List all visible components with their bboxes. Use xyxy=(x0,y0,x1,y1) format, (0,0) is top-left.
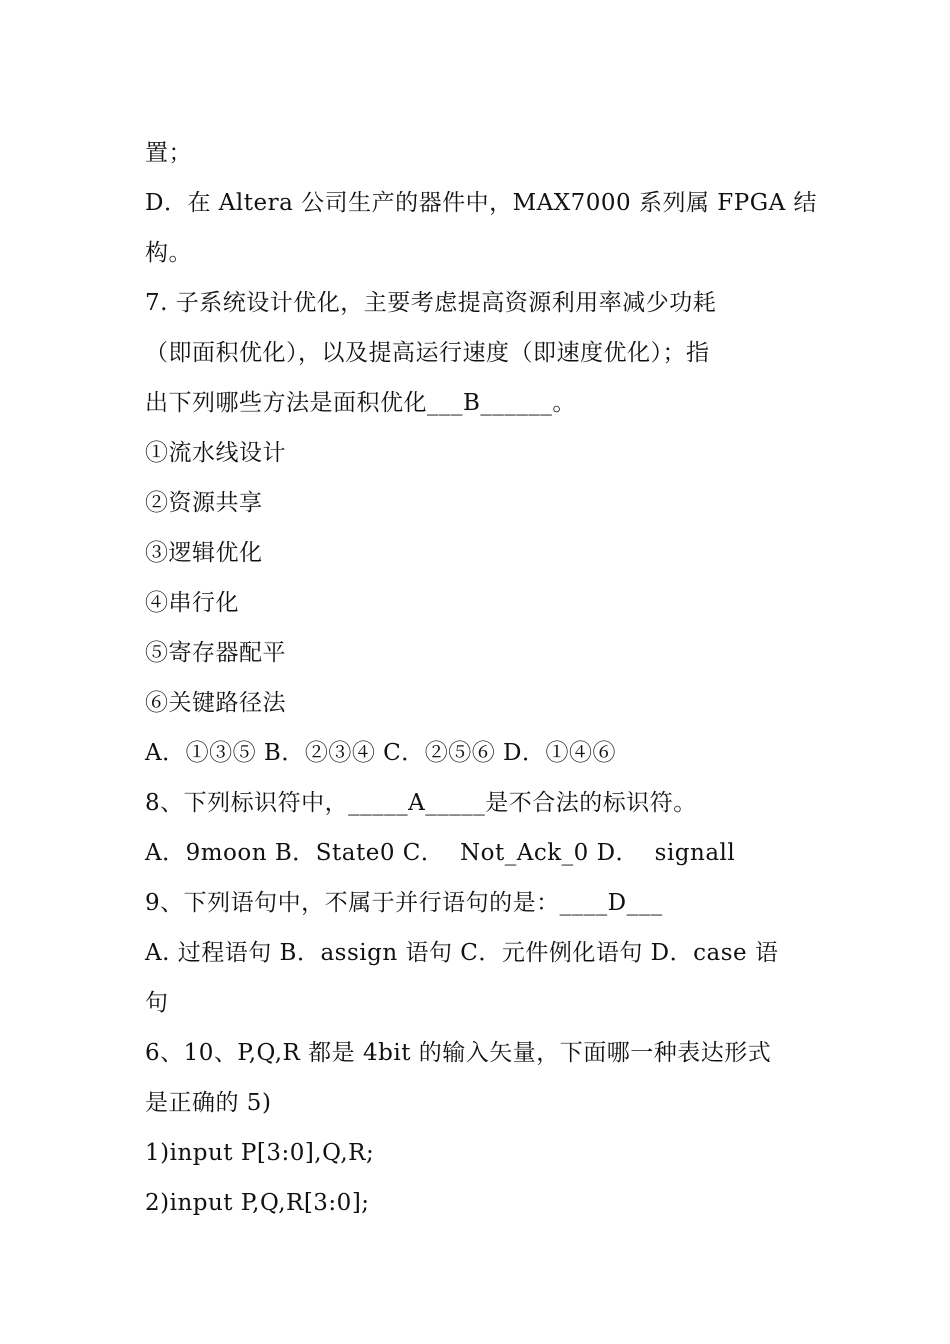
list-item: ④串行化 xyxy=(145,590,239,616)
answer-options: A. 过程语句 B．assign 语句 C．元件例化语句 D．case 语 xyxy=(145,940,779,966)
list-item: ⑤寄存器配平 xyxy=(145,640,286,666)
text-line: 是正确的 5) xyxy=(145,1090,272,1116)
text-line: （即面积优化），以及提高运行速度（即速度优化）；指 xyxy=(145,340,710,366)
list-item: ①流水线设计 xyxy=(145,440,286,466)
question-9-stem: 9、下列语句中，不属于并行语句的是：____D___ xyxy=(145,890,663,916)
question-7-stem: 7. 子系统设计优化，主要考虑提高资源利用率减少功耗 xyxy=(145,290,717,316)
answer-options: A．①③⑤ B．②③④ C．②⑤⑥ D．①④⑥ xyxy=(145,740,616,766)
text-line: 置； xyxy=(145,140,192,166)
text-line: 构。 xyxy=(145,240,192,266)
list-item: ③逻辑优化 xyxy=(145,540,263,566)
question-8-stem: 8、下列标识符中，_____A_____是不合法的标识符。 xyxy=(145,790,697,816)
list-item: ②资源共享 xyxy=(145,490,263,516)
text-line: D．在 Altera 公司生产的器件中，MAX7000 系列属 FPGA 结 xyxy=(145,190,818,216)
text-line: 句 xyxy=(145,990,169,1016)
text-line: 出下列哪些方法是面积优化___B______。 xyxy=(145,390,576,416)
code-option: 2)input P,Q,R[3:0]; xyxy=(145,1190,370,1216)
question-10-stem: 6、10、P,Q,R 都是 4bit 的输入矢量，下面哪一种表达形式 xyxy=(145,1040,772,1066)
list-item: ⑥关键路径法 xyxy=(145,690,286,716)
document-text xyxy=(145,128,818,1228)
code-option: 1)input P[3:0],Q,R; xyxy=(145,1140,375,1166)
answer-options: A．9moon B．State0 C． Not_Ack_0 D． signall xyxy=(145,840,736,866)
